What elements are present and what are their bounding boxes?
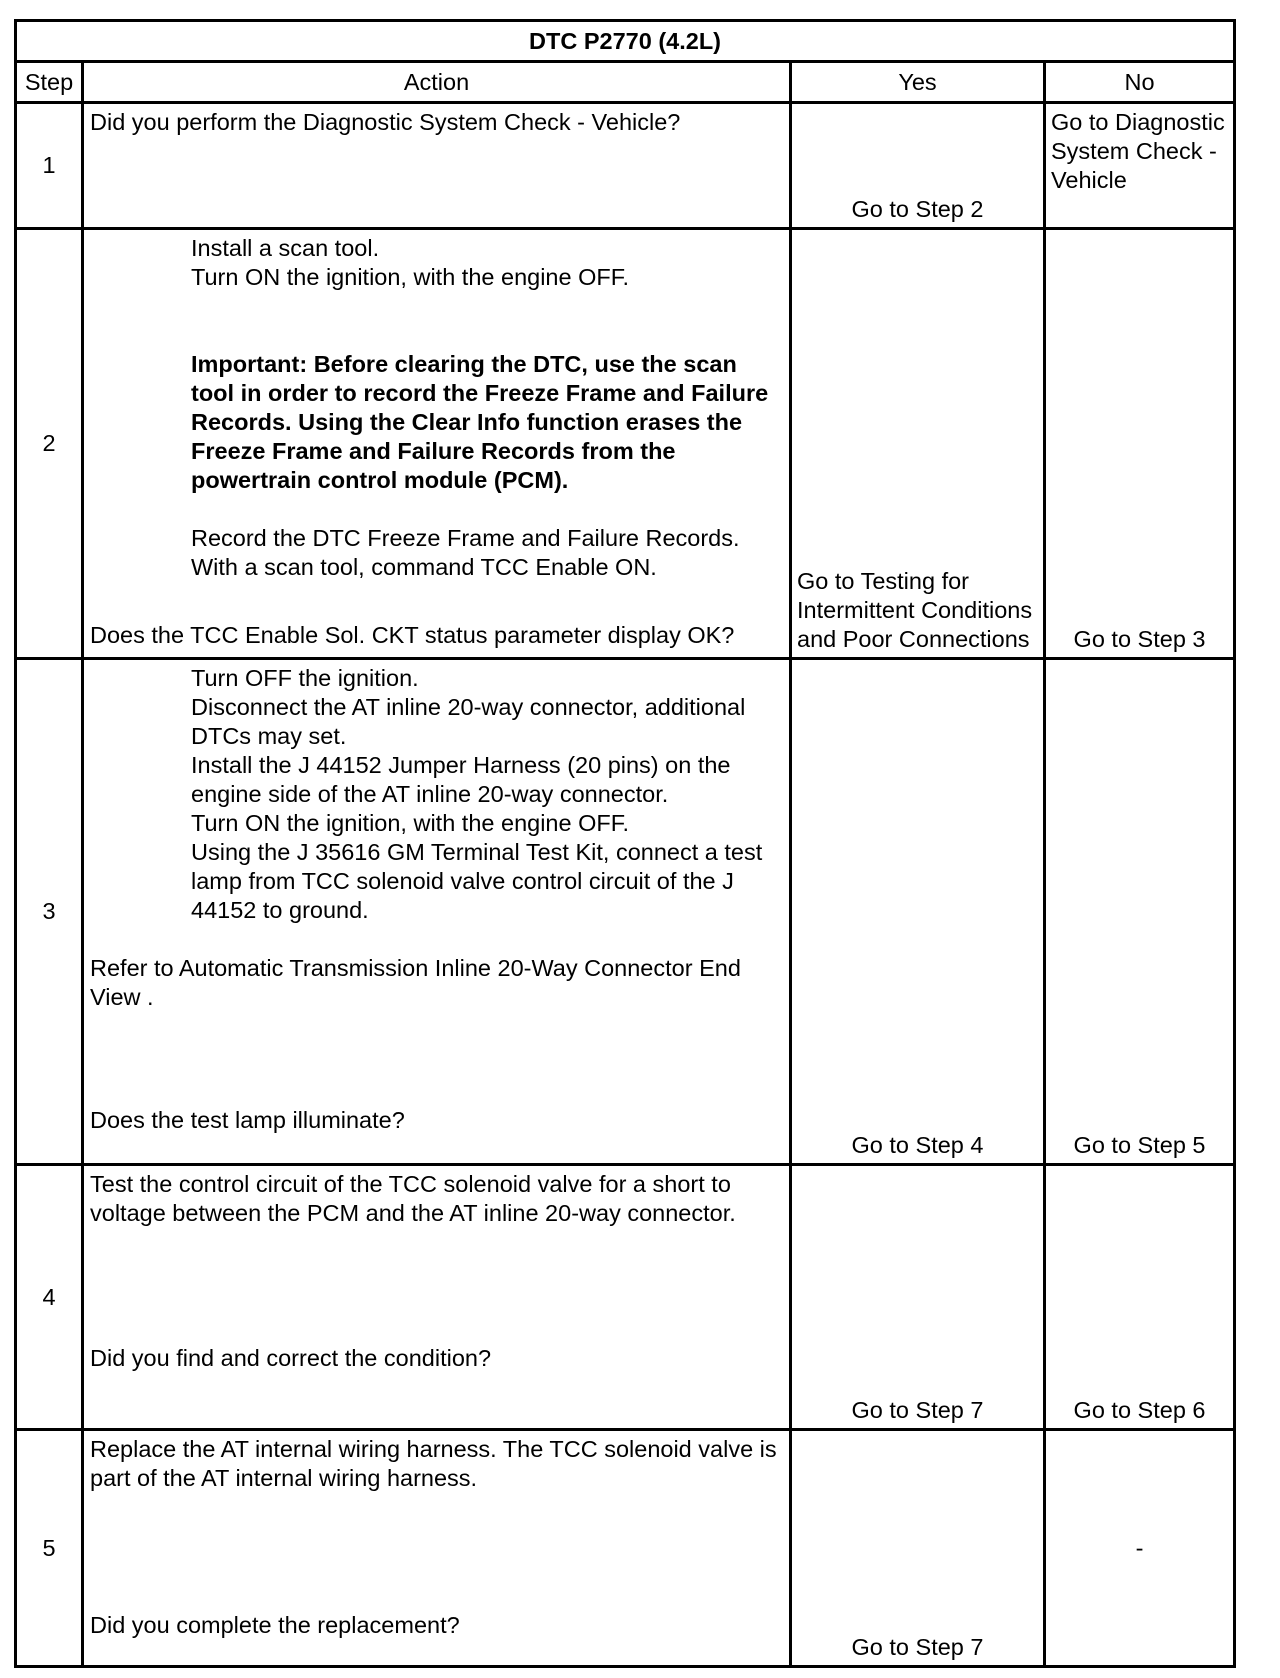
step-number: 1 [16, 103, 83, 229]
action-question: Did you complete the replacement? [90, 1612, 460, 1638]
action-question: Does the test lamp illuminate? [90, 1107, 405, 1133]
action-cell [83, 1430, 791, 1667]
header-step: Step [16, 62, 83, 103]
action-cell [83, 1165, 791, 1430]
table-row-step-5 [16, 1430, 1235, 1667]
header-yes: Yes [791, 62, 1045, 103]
no-cell: Go to Diagnostic System Check - Vehicle [1045, 103, 1235, 229]
action-question: Did you find and correct the condition? [90, 1345, 492, 1371]
header-row [16, 62, 1235, 103]
header-no: No [1045, 62, 1235, 103]
action-text: Test the control circuit of the TCC solenoid valve for a short to voltage between the PCM and the AT inline 20-way connector. [90, 1171, 736, 1226]
step-number: 5 [16, 1430, 83, 1667]
step-number: 4 [16, 1165, 83, 1430]
yes-cell: Go to Step 2 [791, 103, 1045, 229]
table-row-step-1 [16, 103, 1235, 229]
dtc-table [14, 19, 1236, 1668]
important-note: Important: Before clearing the DTC, use the scan tool in order to record the Freeze Frame and Failure Records. Using the Clear Info function erases the Freeze Frame and Failure Records from the powertrain control module (PCM). [191, 351, 769, 493]
header-action: Action [83, 62, 791, 103]
table-title: DTC P2770 (4.2L) [16, 21, 1235, 62]
title-row [16, 21, 1235, 62]
no-cell: Go to Step 3 [1045, 229, 1235, 659]
table-row-step-2 [16, 229, 1235, 659]
yes-cell: Go to Step 7 [791, 1430, 1045, 1667]
action-cell [83, 659, 791, 1165]
action-line: Turn ON the ignition, with the engine OFF. [191, 264, 630, 290]
yes-cell: Go to Step 4 [791, 659, 1045, 1165]
action-cell [83, 103, 791, 229]
step-number: 3 [16, 659, 83, 1165]
no-cell: - [1045, 1430, 1235, 1667]
no-cell: Go to Step 6 [1045, 1165, 1235, 1430]
table-row-step-4 [16, 1165, 1235, 1430]
action-line: Turn OFF the ignition. [191, 665, 419, 691]
action-line: Install the J 44152 Jumper Harness (20 pins) on the engine side of the AT inline 20-way connector. [191, 752, 731, 807]
action-text: Did you perform the Diagnostic System Check - Vehicle? [90, 109, 681, 135]
yes-cell: Go to Step 7 [791, 1165, 1045, 1430]
yes-cell: Go to Testing for Intermittent Conditions and Poor Connections [791, 229, 1045, 659]
action-line: Turn ON the ignition, with the engine OFF. [191, 810, 630, 836]
no-cell: Go to Step 5 [1045, 659, 1235, 1165]
action-refer: Refer to Automatic Transmission Inline 20-Way Connector End View . [90, 955, 741, 1010]
step-number: 2 [16, 229, 83, 659]
action-question: Does the TCC Enable Sol. CKT status parameter display OK? [90, 622, 735, 648]
action-line: Record the DTC Freeze Frame and Failure Records. [191, 525, 740, 551]
table-row-step-3 [16, 659, 1235, 1165]
action-text: Replace the AT internal wiring harness. The TCC solenoid valve is part of the AT internal wiring harness. [90, 1436, 777, 1491]
action-line: Install a scan tool. [191, 235, 380, 261]
action-line: With a scan tool, command TCC Enable ON. [191, 554, 657, 580]
action-cell [83, 229, 791, 659]
action-line: Disconnect the AT inline 20-way connector, additional DTCs may set. [191, 694, 746, 749]
action-line: Using the J 35616 GM Terminal Test Kit, connect a test lamp from TCC solenoid valve control circuit of the J 44152 to ground. [191, 839, 763, 923]
